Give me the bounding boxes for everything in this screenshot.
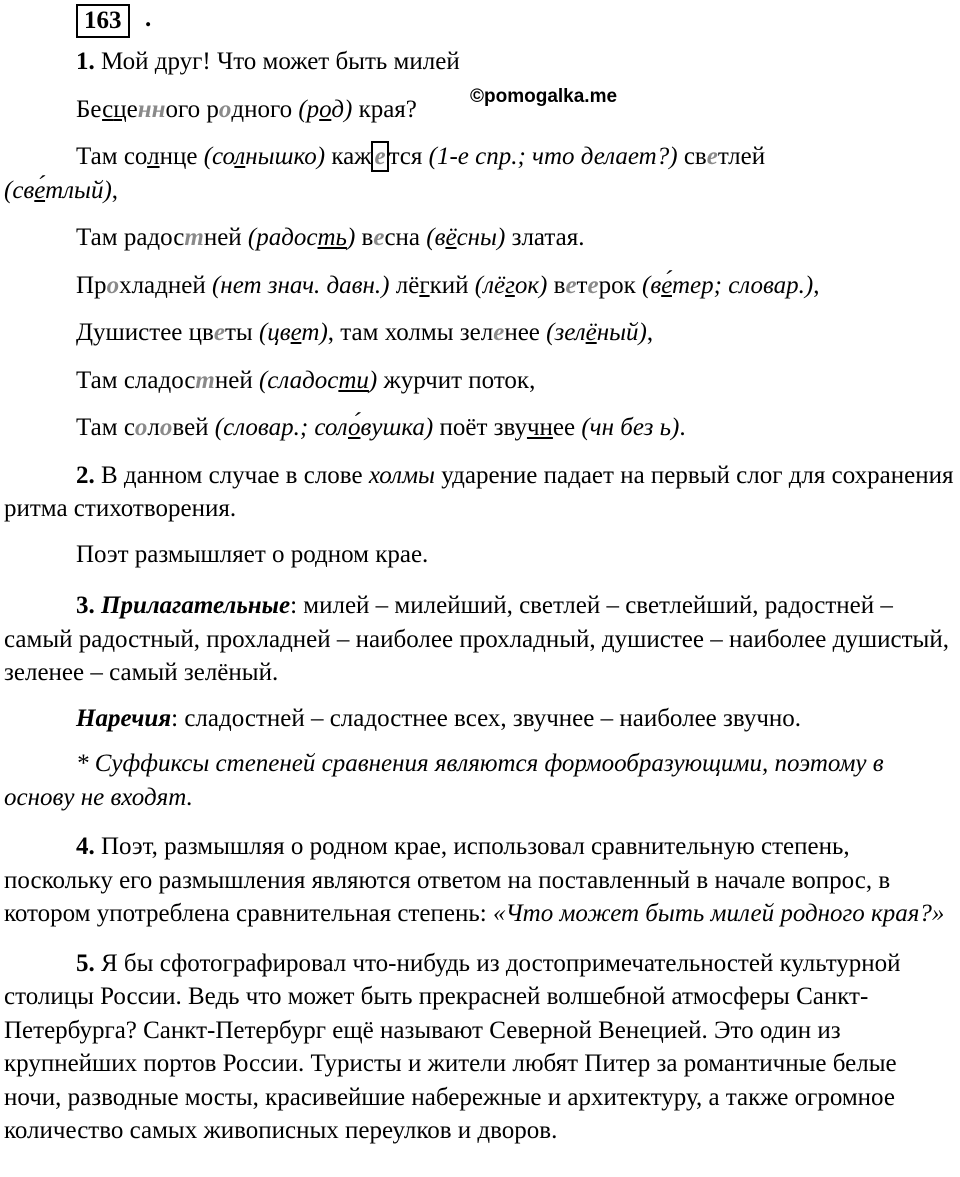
part4-t1: Поэт, размышляя о родном крае, использовал сравнительную степень, поскольку его размышления являются ответом на поставленный в начале вопрос, в котором употреблена сравнительная степень: bbox=[4, 833, 891, 927]
seg: т bbox=[195, 366, 215, 394]
seg: в bbox=[547, 271, 566, 299]
seg: , bbox=[111, 176, 119, 204]
seg: ) bbox=[346, 224, 356, 251]
seg: нышко) bbox=[245, 143, 326, 170]
seg: Там радос bbox=[76, 224, 185, 251]
seg: тлый) bbox=[45, 176, 112, 204]
task-number: 163 bbox=[84, 7, 122, 34]
seg: ть bbox=[317, 224, 347, 251]
seg: ого р bbox=[165, 95, 219, 123]
part3-adv-text: : сладостней – сладостнее всех, звучнее – наиболее звучно. bbox=[171, 704, 802, 732]
seg: вей bbox=[172, 414, 215, 441]
seg: кий bbox=[429, 271, 475, 299]
seg: поёт зву bbox=[433, 414, 527, 441]
seg: о bbox=[159, 414, 173, 441]
seg: ее bbox=[552, 414, 582, 441]
part3-adv-label: Наречия bbox=[76, 704, 172, 732]
seg: ты bbox=[224, 319, 259, 346]
seg: (словар.; сол bbox=[214, 414, 348, 441]
part4-paragraph bbox=[4, 830, 954, 931]
seg: сны) bbox=[456, 224, 506, 251]
seg: т) bbox=[301, 319, 328, 346]
seg: с bbox=[102, 95, 114, 123]
part2-t1: В данном случае в слове bbox=[101, 461, 369, 489]
seg: хладней bbox=[119, 271, 212, 299]
seg: е bbox=[493, 319, 505, 346]
part3-adj-text: милей – милейший, светлей – светлейший, радостней – самый радостный, прохладней – наиболее прохладный, душистее – наиболее душистый, зеленее – самый зелёный. bbox=[4, 592, 949, 686]
part3-adverbs bbox=[4, 702, 954, 736]
seg: (1-е спр.; что делает?) bbox=[428, 143, 678, 170]
seg: Пр bbox=[76, 271, 107, 299]
seg: (в bbox=[642, 271, 662, 299]
seg: г bbox=[505, 271, 515, 299]
seg: о́ bbox=[348, 414, 361, 441]
seg: е bbox=[290, 319, 302, 346]
seg: ней bbox=[214, 366, 259, 394]
seg: ё bbox=[585, 319, 597, 346]
seg: чн bbox=[526, 414, 553, 441]
seg: , bbox=[813, 271, 820, 299]
seg: (сладос bbox=[258, 366, 339, 394]
line-5 bbox=[4, 269, 954, 303]
seg: е bbox=[213, 319, 225, 346]
part2-num: 2. bbox=[76, 461, 95, 489]
seg: нце bbox=[159, 143, 204, 170]
seg: рок bbox=[598, 271, 642, 299]
watermark: ©pomogalka.me bbox=[470, 86, 618, 107]
seg: тер; словар.) bbox=[671, 271, 814, 299]
seg: о bbox=[218, 95, 232, 123]
part4-t2: «Что может быть милей родного края?» bbox=[492, 900, 945, 927]
seg: (зел bbox=[546, 319, 586, 346]
seg: (со bbox=[203, 143, 235, 170]
seg: л bbox=[234, 143, 246, 170]
seg: е bbox=[126, 95, 138, 123]
seg: о bbox=[134, 414, 148, 441]
line-8 bbox=[4, 411, 954, 445]
line-1 bbox=[4, 45, 954, 79]
seg: е bbox=[587, 271, 599, 299]
seg: (нет знач. давн.) bbox=[211, 271, 390, 299]
part4-num: 4. bbox=[76, 833, 95, 860]
seg: ё bbox=[445, 224, 457, 251]
seg: (радос bbox=[247, 224, 318, 251]
seg: (св bbox=[4, 176, 35, 204]
line-3 bbox=[4, 140, 954, 174]
seg: сна bbox=[384, 224, 427, 251]
seg: тлей bbox=[717, 143, 766, 170]
seg: нее bbox=[504, 319, 547, 346]
part2-t3: ударение падает на первый слог для сохранения ритма стихотворения. bbox=[4, 461, 954, 522]
seg: е bbox=[373, 224, 385, 251]
seg: ный) bbox=[596, 319, 647, 346]
seg: лё bbox=[389, 271, 420, 299]
task-number-dot: . bbox=[145, 5, 152, 32]
seg: . bbox=[679, 414, 686, 441]
line-4 bbox=[4, 221, 954, 255]
seg: св bbox=[677, 143, 707, 170]
part3-note bbox=[4, 747, 954, 814]
part2-t4: Поэт размышляет о родном крае. bbox=[76, 540, 429, 568]
seg: ок) bbox=[514, 271, 548, 299]
seg: г bbox=[419, 271, 430, 299]
part3-adjectives bbox=[4, 589, 954, 690]
seg: тся bbox=[388, 143, 429, 170]
seg: нн bbox=[137, 95, 166, 123]
seg: (цв bbox=[258, 319, 291, 346]
part3-note-text: * Суффиксы степеней сравнения являются формообразующими, поэтому в основу не входят. bbox=[4, 750, 884, 811]
line-2 bbox=[4, 93, 954, 127]
seg: ти bbox=[338, 366, 369, 394]
content bbox=[4, 45, 954, 1160]
seg: Там со bbox=[76, 143, 148, 170]
part2-paragraph bbox=[4, 459, 954, 526]
seg: каж bbox=[325, 143, 372, 170]
part3-num: 3. bbox=[76, 592, 95, 619]
seg: журчит поток, bbox=[377, 366, 536, 394]
seg: е bbox=[565, 271, 577, 299]
seg: т bbox=[184, 224, 204, 251]
seg: ней bbox=[203, 224, 248, 251]
seg: вушка) bbox=[360, 414, 434, 441]
seg: златая. bbox=[505, 224, 585, 251]
line-7 bbox=[4, 364, 954, 398]
part2-conclusion bbox=[4, 538, 954, 572]
seg: е bbox=[706, 143, 718, 170]
seg: е́ bbox=[661, 271, 672, 299]
seg: , bbox=[646, 319, 654, 346]
line-6 bbox=[4, 316, 954, 350]
seg: ц bbox=[113, 95, 127, 123]
part1-num: 1. bbox=[76, 48, 95, 75]
seg: в bbox=[355, 224, 374, 251]
seg: (р bbox=[298, 95, 320, 123]
seg: (чн без ь) bbox=[581, 414, 680, 441]
seg: дного bbox=[231, 95, 299, 123]
line-3b bbox=[4, 174, 954, 208]
task-number-box bbox=[76, 4, 130, 38]
part3-colon: : bbox=[290, 592, 298, 619]
seg: (в bbox=[426, 224, 446, 251]
seg: е́ bbox=[34, 176, 46, 204]
seg: Бе bbox=[76, 95, 103, 123]
seg: л bbox=[147, 414, 160, 441]
seg: о bbox=[106, 271, 120, 299]
seg: ) bbox=[368, 366, 378, 394]
seg: , там холмы зел bbox=[327, 319, 494, 346]
seg: Там с bbox=[76, 414, 135, 441]
part3-adj-label: Прилагательные bbox=[101, 592, 291, 619]
seg: л bbox=[147, 143, 160, 170]
seg: о bbox=[319, 95, 332, 123]
seg: д) bbox=[331, 95, 353, 123]
part5-num: 5. bbox=[76, 949, 95, 977]
part5-paragraph bbox=[4, 947, 954, 1148]
part5-t1: Я бы сфотографировал что-нибудь из достопримечательностей культурной столицы России. Ведь что может быть прекрасней волшебной атмосферы Санкт-Петербурга? Санкт-Петербург ещё называют Северной Венецией. Это один из крупнейших портов России. Туристы и жители любят Питер за романтичные белые ночи, разводные мосты, красивейшие набережные и архитектуру, а также огромное количество самых живописных переулков и дворов. bbox=[4, 949, 901, 1144]
seg: е bbox=[371, 141, 388, 172]
l1-text: Мой друг! Что может быть милей bbox=[101, 48, 460, 75]
seg: (лё bbox=[474, 271, 506, 299]
seg: Там сладос bbox=[76, 366, 196, 394]
seg: Душистее цв bbox=[76, 319, 214, 346]
seg: т bbox=[576, 271, 588, 299]
part2-t2: холмы bbox=[368, 461, 435, 489]
seg: края? bbox=[352, 95, 417, 123]
